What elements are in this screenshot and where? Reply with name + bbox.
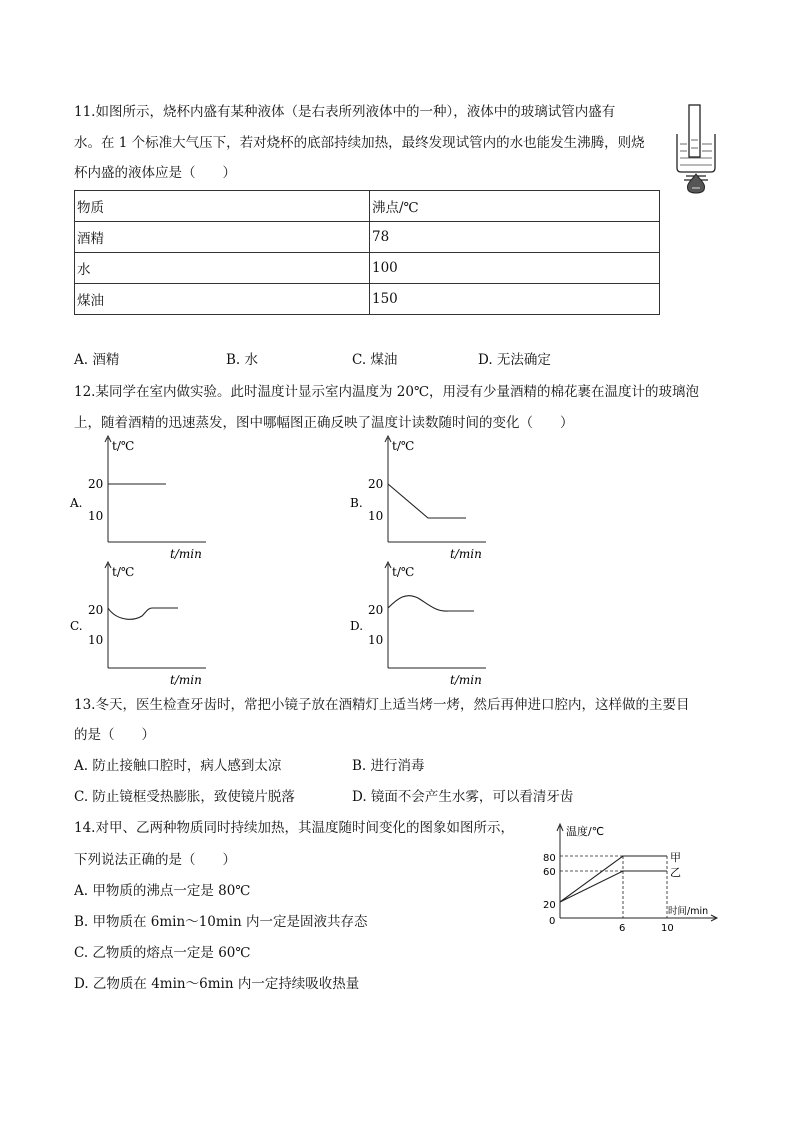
tick-10: 10 — [368, 509, 384, 523]
q14-temperature-chart — [536, 820, 726, 938]
x-axis-label: t/min — [450, 673, 482, 687]
q14-option-d: D. 乙物质在 4min～6min 内一定持续吸收热量 — [74, 976, 360, 992]
x-axis-label: t/min — [170, 673, 202, 687]
temperature-curve — [388, 596, 474, 611]
graph-label: C. — [70, 619, 83, 633]
y-axis-label: 温度/℃ — [566, 825, 605, 838]
table-cell: 150 — [370, 284, 660, 315]
q12-line2: 上，随着酒精的迅速蒸发，图中哪幅图正确反映了温度计读数随时间的变化（ ） — [74, 415, 574, 431]
beaker-testtube-figure — [674, 104, 718, 196]
y-tick-20: 20 — [543, 900, 556, 911]
y-tick-80: 80 — [543, 853, 556, 864]
y-tick-0: 0 — [549, 916, 556, 927]
series-label-jia: 甲 — [670, 851, 681, 864]
graph-label: B. — [350, 496, 363, 510]
x-axis-label: 时间/min — [668, 906, 709, 917]
q13-option-a: A. 防止接触口腔时，病人感到太凉 — [74, 758, 282, 774]
x-tick-10: 10 — [661, 923, 674, 934]
tick-20: 20 — [88, 477, 104, 491]
q14-option-a: A. 甲物质的沸点一定是 80℃ — [74, 883, 251, 899]
y-axis-label: t/℃ — [392, 439, 415, 453]
q13-option-d: D. 镜面不会产生水雾，可以看清牙齿 — [352, 789, 574, 805]
table-cell: 煤油 — [75, 284, 370, 315]
q13-option-c: C. 防止镜框受热膨胀，致使镜片脱落 — [74, 789, 295, 805]
y-axis-label: t/℃ — [112, 565, 135, 579]
temperature-curve — [108, 608, 178, 619]
graph-c — [66, 558, 216, 690]
q13-option-b: B. 进行消毒 — [352, 758, 425, 774]
q11-option-d: D. 无法确定 — [478, 352, 551, 368]
tick-10: 10 — [88, 509, 104, 523]
table-header-cell: 物质 — [75, 191, 370, 222]
q14-option-b: B. 甲物质在 6min～10min 内一定是固液共存态 — [74, 914, 368, 930]
table-cell: 100 — [370, 253, 660, 284]
q11-option-c: C. 煤油 — [352, 352, 398, 368]
table-row — [75, 253, 660, 284]
tick-20: 20 — [368, 603, 384, 617]
q14-line2: 下列说法正确的是（ ） — [74, 852, 236, 868]
graph-d — [346, 558, 496, 690]
q12-line1: 12.某同学在室内做实验。此时温度计显示室内温度为 20℃，用浸有少量酒精的棉花裹在温度计的玻璃泡 — [74, 384, 700, 400]
x-tick-6: 6 — [619, 923, 626, 934]
q14-option-c: C. 乙物质的熔点一定是 60℃ — [74, 945, 251, 961]
y-tick-60: 60 — [543, 867, 556, 878]
graph-b — [346, 432, 496, 564]
table-cell: 水 — [75, 253, 370, 284]
tick-10: 10 — [88, 633, 104, 647]
table-row — [75, 222, 660, 253]
q11-line1: 11.如图所示，烧杯内盛有某种液体（是右表所列液体中的一种），液体中的玻璃试管内盛有 — [74, 104, 616, 120]
y-axis-label: t/℃ — [392, 565, 415, 579]
q13-line2: 的是（ ） — [74, 727, 155, 743]
tick-10: 10 — [368, 633, 384, 647]
series-jia-line — [560, 856, 667, 902]
graph-label: A. — [70, 496, 83, 510]
q11-line3: 杯内盛的液体应是（ ） — [74, 165, 236, 181]
temperature-curve — [388, 484, 466, 518]
boiling-point-table — [74, 190, 660, 315]
table-header-cell: 沸点/℃ — [370, 191, 660, 222]
table-header-row — [75, 191, 660, 222]
q13-line1: 13.冬天，医生检查牙齿时，常把小镜子放在酒精灯上适当烤一烤，然后再伸进口腔内，这样做的主要目 — [74, 697, 690, 713]
table-row — [75, 284, 660, 315]
series-yi-line — [560, 871, 667, 902]
q11-line2: 水。在 1 个标准大气压下，若对烧杯的底部持续加热，最终发现试管内的水也能发生沸腾，则烧 — [74, 135, 645, 151]
table-cell: 酒精 — [75, 222, 370, 253]
x-axis-label: t/min — [450, 547, 482, 561]
series-label-yi: 乙 — [670, 866, 681, 879]
graph-label: D. — [350, 619, 364, 633]
x-axis-label: t/min — [170, 547, 202, 561]
y-axis-label: t/℃ — [112, 439, 135, 453]
tick-20: 20 — [368, 477, 384, 491]
tick-20: 20 — [88, 603, 104, 617]
table-cell: 78 — [370, 222, 660, 253]
q11-option-b: B. 水 — [226, 352, 259, 368]
q14-line1: 14.对甲、乙两种物质同时持续加热，其温度随时间变化的图象如图所示， — [74, 820, 514, 836]
graph-a — [66, 432, 216, 564]
q11-option-a: A. 酒精 — [74, 352, 120, 368]
